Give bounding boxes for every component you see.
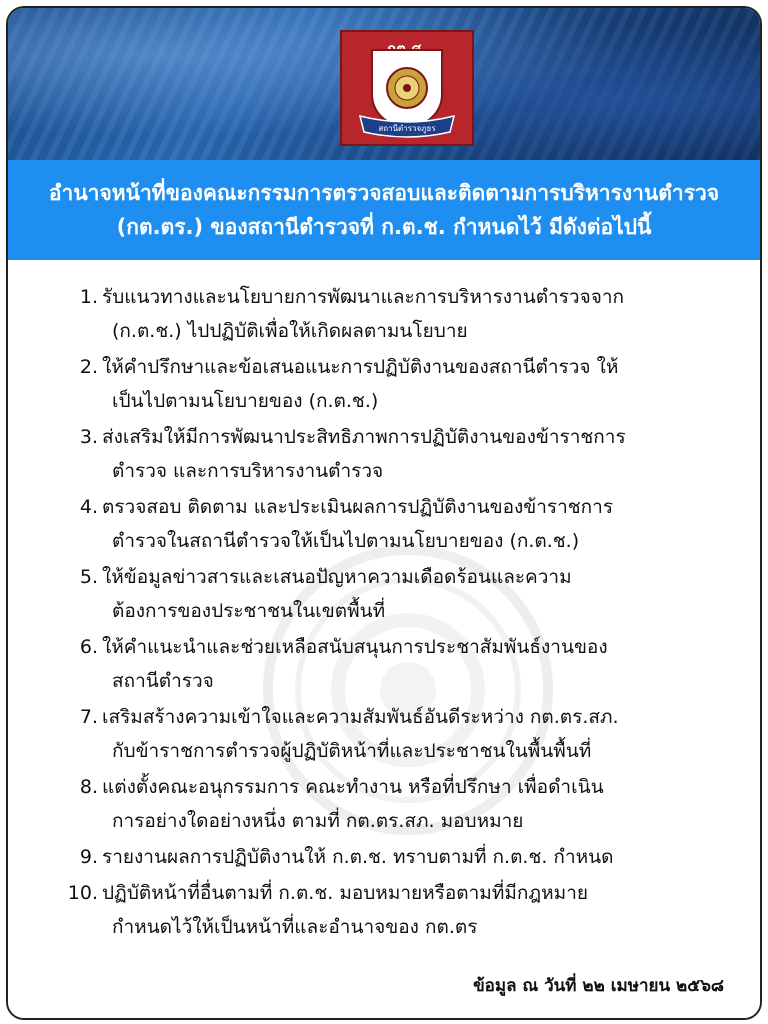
item-number: 3. — [79, 426, 98, 448]
list-item — [8, 770, 760, 840]
list-item — [8, 490, 760, 560]
item-text-line-1: แต่งตั้งคณะอนุกรรมการ คณะทำงาน หรือที่ปรึกษา เพื่อดำเนิน — [102, 776, 604, 798]
banner-title-line-2: (กต.ตร.) ของสถานีตำรวจที่ ก.ต.ช. กำหนดไว้ มีดังต่อไปนี้ — [116, 215, 652, 239]
item-number: 9. — [79, 846, 98, 868]
item-text-line-2: กับข้าราชการตำรวจผู้ปฏิบัติหน้าที่และประชาชนในพื้นพื้นที่ — [112, 740, 592, 762]
item-text-line-1: ให้ข้อมูลข่าวสารและเสนอปัญหาความเดือดร้อนและความ — [102, 566, 572, 588]
police-emblem-icon — [342, 32, 472, 144]
item-text-line-1: เสริมสร้างความเข้าใจและความสัมพันธ์อันดีระหว่าง กต.ตร.สภ. — [102, 706, 619, 728]
item-number: 7. — [79, 706, 98, 728]
item-text-line-2: (ก.ต.ช.) ไปปฏิบัติเพื่อให้เกิดผลตามนโยบาย — [112, 320, 468, 342]
list-item — [8, 840, 760, 876]
list-item — [8, 700, 760, 770]
item-text-line-1: รายงานผลการปฏิบัติงานให้ ก.ต.ช. ทราบตามที่ ก.ต.ช. กำหนด — [102, 846, 614, 868]
item-text-line-1: ตรวจสอบ ติดตาม และประเมินผลการปฏิบัติงานของข้าราชการ — [102, 496, 614, 518]
item-text-line-2: ตำรวจ และการบริหารงานตำรวจ — [112, 460, 384, 482]
item-number: 1. — [79, 286, 98, 308]
item-number: 2. — [79, 356, 98, 378]
item-text-line-1: ให้คำแนะนำและช่วยเหลือสนับสนุนการประชาสัมพันธ์งานของ — [102, 636, 608, 658]
list-item — [8, 630, 760, 700]
item-number: 5. — [79, 566, 98, 588]
list-item — [8, 350, 760, 420]
list-item — [8, 876, 760, 946]
header-background — [8, 8, 760, 160]
item-number: 4. — [79, 496, 98, 518]
item-text-line-2: การอย่างใดอย่างหนึ่ง ตามที่ กต.ตร.สภ. มอบหมาย — [112, 810, 524, 832]
item-text-line-1: ให้คำปรึกษาและข้อเสนอแนะการปฏิบัติงานของสถานีตำรวจ ให้ — [102, 356, 619, 378]
info-card — [6, 6, 762, 1020]
title-banner — [8, 160, 760, 260]
item-number: 8. — [79, 776, 98, 798]
item-text-line-2: สถานีตำรวจ — [112, 670, 214, 692]
list-item — [8, 420, 760, 490]
item-text-line-2: เป็นไปตามนโยบายของ (ก.ต.ช.) — [112, 390, 379, 412]
item-text-line-2: กำหนดไว้ให้เป็นหน้าที่และอำนาจของ กต.ตร — [112, 916, 478, 938]
svg-text:สถานีตำรวจภูธร: สถานีตำรวจภูธร — [378, 124, 436, 133]
item-number: 6. — [79, 636, 98, 658]
police-emblem-logo — [340, 30, 474, 146]
duties-list — [8, 280, 760, 946]
data-date-note: ข้อมูล ณ วันที่ ๒๒ เมษายน ๒๕๖๘ — [473, 976, 724, 996]
item-text-line-2: ต้องการของประชาชนในเขตพื้นที่ — [112, 600, 386, 622]
item-text-line-2: ตำรวจในสถานีตำรวจให้เป็นไปตามนโยบายของ (ก.ต.ช.) — [112, 530, 580, 552]
item-text-line-1: ปฏิบัติหน้าที่อื่นตามที่ ก.ต.ช. มอบหมายหรือตามที่มีกฎหมาย — [102, 882, 588, 904]
item-number: 10. — [67, 882, 98, 904]
banner-title-line-1: อำนาจหน้าที่ของคณะกรรมการตรวจสอบและติดตามการบริหารงานตำรวจ — [48, 181, 720, 205]
list-item — [8, 280, 760, 350]
duties-content — [8, 260, 760, 1018]
item-text-line-1: ส่งเสริมให้มีการพัฒนาประสิทธิภาพการปฏิบัติงานของข้าราชการ — [102, 426, 626, 448]
item-text-line-1: รับแนวทางและนโยบายการพัฒนาและการบริหารงานตำรวจจาก — [102, 286, 625, 308]
list-item — [8, 560, 760, 630]
